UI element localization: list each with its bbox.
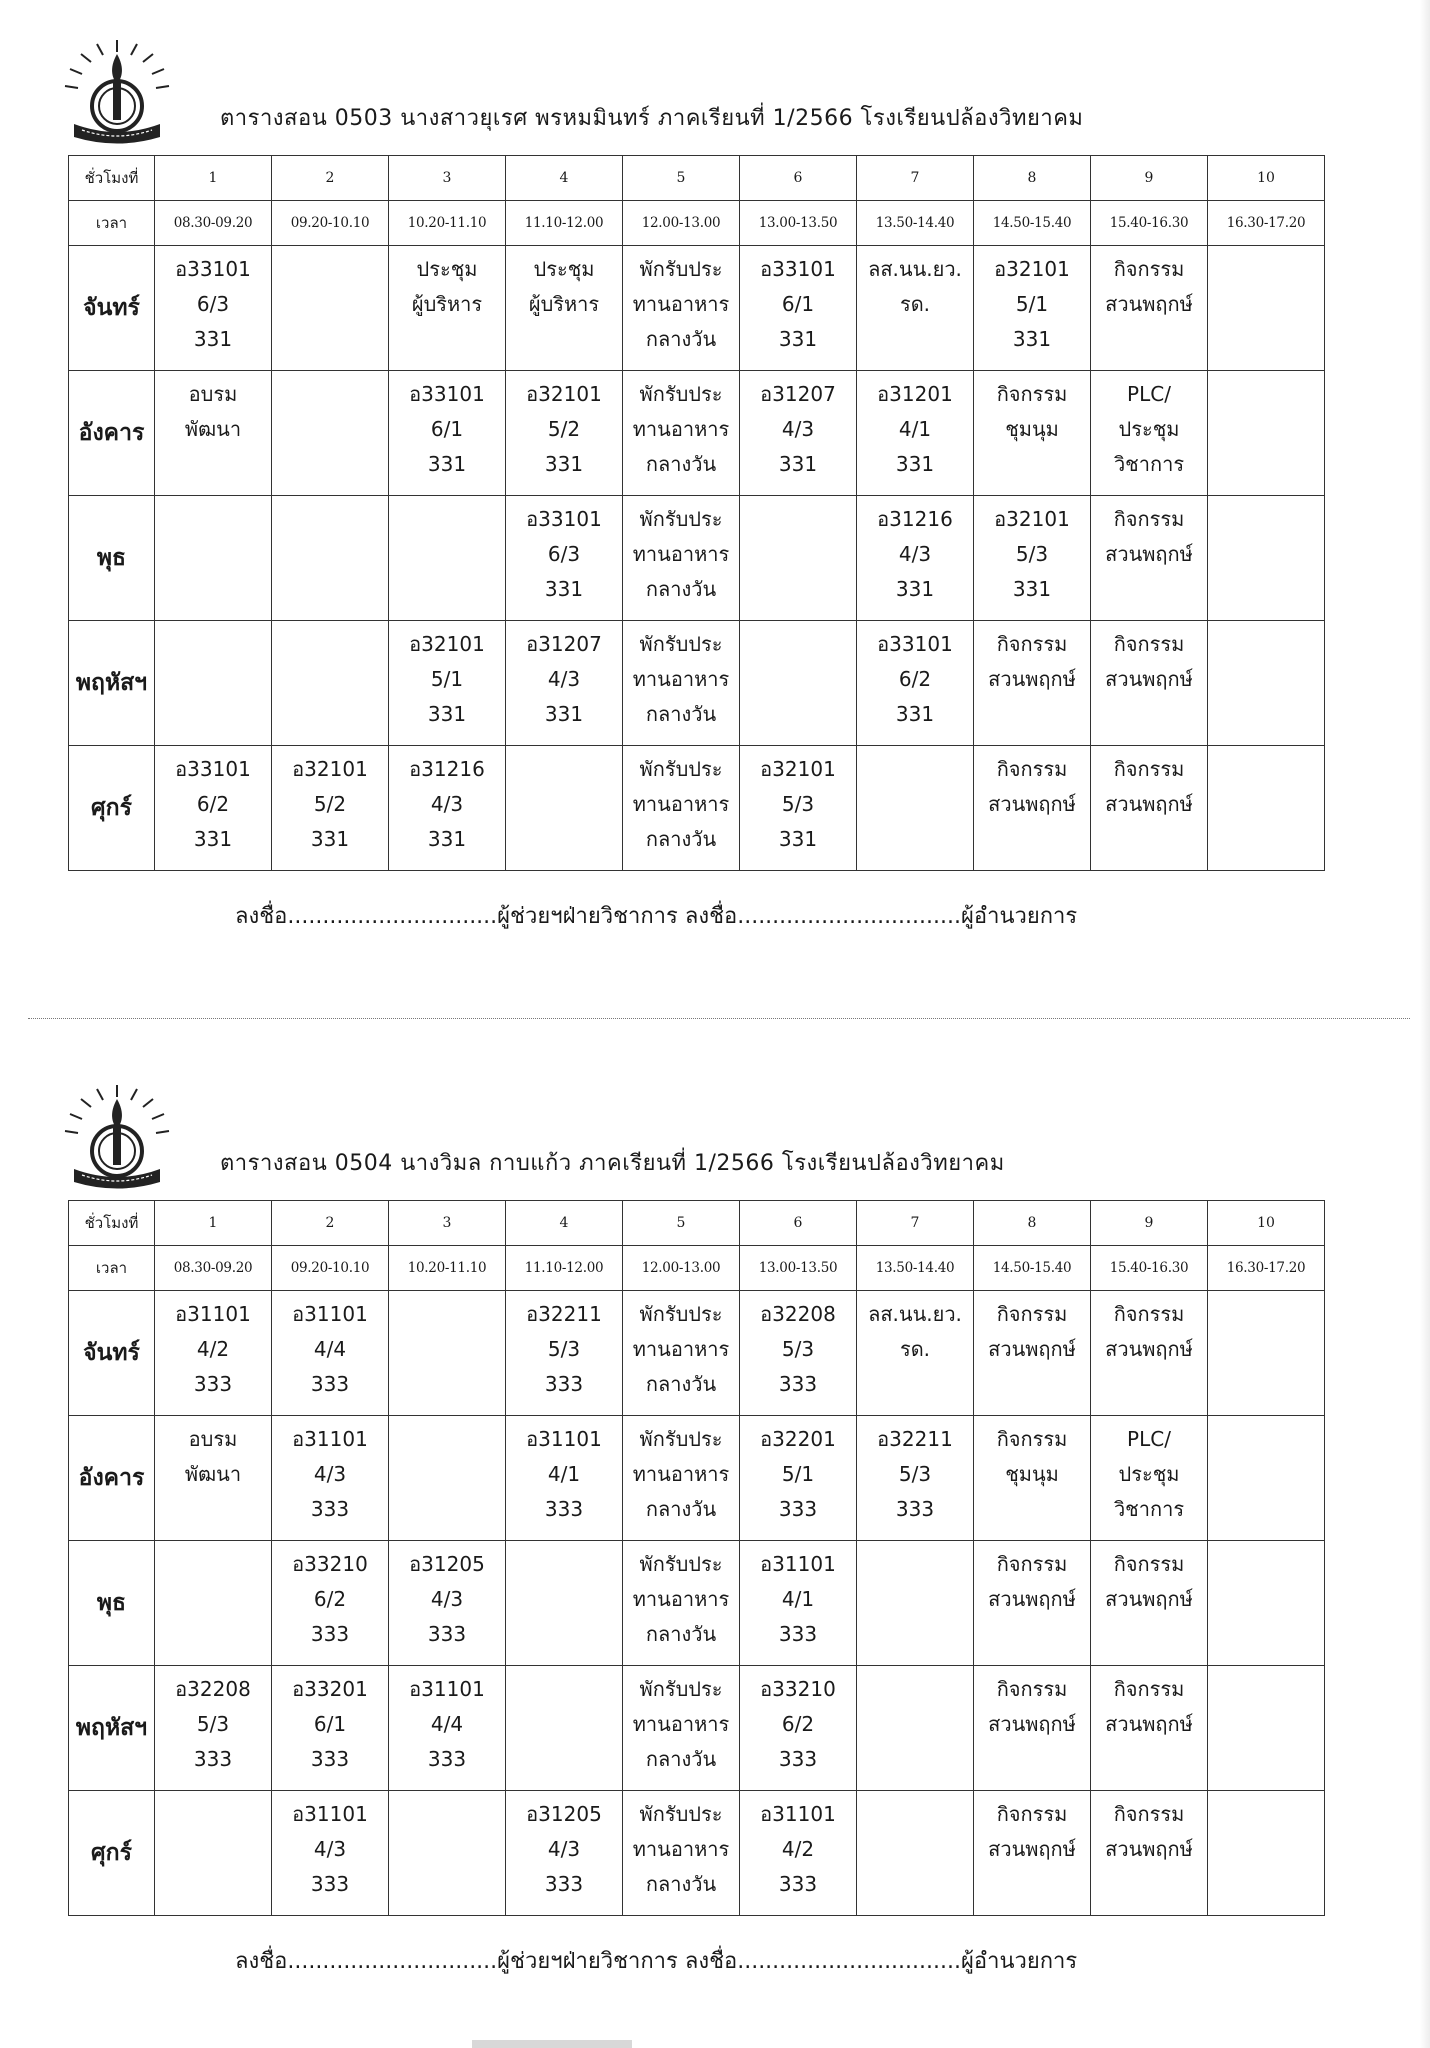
timetable	[68, 155, 1325, 871]
schedule-cell: ลส.นน.ยว. รด.	[857, 1291, 974, 1416]
time-slot: 14.50-15.40	[974, 1246, 1091, 1291]
period-number: 1	[155, 156, 272, 201]
time-slot: 14.50-15.40	[974, 201, 1091, 246]
schedule-cell: อ33101 6/3 331	[155, 246, 272, 371]
period-number: 10	[1208, 156, 1325, 201]
period-number: 4	[506, 156, 623, 201]
schedule-cell	[1208, 496, 1325, 621]
schedule-cell: อ31205 4/3 333	[506, 1791, 623, 1916]
schedule-cell: อ33210 6/2 333	[272, 1541, 389, 1666]
period-header: ชั่วโมงที่	[69, 1201, 155, 1246]
period-number: 5	[623, 1201, 740, 1246]
time-slot: 12.00-13.00	[623, 1246, 740, 1291]
day-label: พุธ	[69, 496, 155, 621]
schedule-cell: อ31101 4/2 333	[740, 1791, 857, 1916]
period-number: 6	[740, 156, 857, 201]
time-slot: 16.30-17.20	[1208, 1246, 1325, 1291]
schedule-cell: อ31201 4/1 331	[857, 371, 974, 496]
schedule-cell: อ33201 6/1 333	[272, 1666, 389, 1791]
schedule-cell	[1208, 621, 1325, 746]
day-label: พฤหัสฯ	[69, 621, 155, 746]
schedule-cell	[1208, 1541, 1325, 1666]
schedule-cell	[155, 621, 272, 746]
day-label: ศุกร์	[69, 746, 155, 871]
schedule-cell: พักรับประ ทานอาหาร กลางวัน	[623, 246, 740, 371]
day-row	[69, 1541, 1325, 1666]
time-slot: 08.30-09.20	[155, 201, 272, 246]
schedule-cell: อ32101 5/2 331	[506, 371, 623, 496]
schedule-cell: อ32211 5/3 333	[857, 1416, 974, 1541]
schedule-cell: อ31101 4/1 333	[506, 1416, 623, 1541]
schedule-cell	[155, 1791, 272, 1916]
schedule-cell: กิจกรรม สวนพฤกษ์	[1091, 496, 1208, 621]
schedule-cell: พักรับประ ทานอาหาร กลางวัน	[623, 746, 740, 871]
day-row	[69, 1416, 1325, 1541]
schedule-cell: อ33101 6/1 331	[389, 371, 506, 496]
period-number: 7	[857, 156, 974, 201]
schedule-cell: พักรับประ ทานอาหาร กลางวัน	[623, 1291, 740, 1416]
day-row	[69, 1791, 1325, 1916]
schedule-cell: พักรับประ ทานอาหาร กลางวัน	[623, 371, 740, 496]
schedule-cell	[740, 621, 857, 746]
schedule-cell: อ32101 5/2 331	[272, 746, 389, 871]
signature-line: ลงชื่อ..............................ผู้ช่วยฯฝ่ายวิชาการ ลงชื่อ................................ผู้อำนวยการ	[235, 1949, 1078, 1974]
day-row	[69, 496, 1325, 621]
schedule-cell: อ33210 6/2 333	[740, 1666, 857, 1791]
schedule-cell: กิจกรรม ชุมนุม	[974, 371, 1091, 496]
schedule-cell	[272, 371, 389, 496]
timetable	[68, 1200, 1325, 1916]
day-label: จันทร์	[69, 1291, 155, 1416]
schedule-cell: อบรม พัฒนา	[155, 1416, 272, 1541]
schedule-cell: ลส.นน.ยว. รด.	[857, 246, 974, 371]
schedule-cell: อ33101 6/2 331	[155, 746, 272, 871]
schedule-cell	[506, 1541, 623, 1666]
schedule-cell: ประชุม ผู้บริหาร	[506, 246, 623, 371]
period-row	[69, 156, 1325, 201]
time-header: เวลา	[69, 201, 155, 246]
schedule-cell: กิจกรรม สวนพฤกษ์	[1091, 246, 1208, 371]
schedule-cell	[857, 1666, 974, 1791]
time-slot: 13.50-14.40	[857, 1246, 974, 1291]
schedule-cell: อ32208 5/3 333	[155, 1666, 272, 1791]
time-header: เวลา	[69, 1246, 155, 1291]
schedule-cell: อ31205 4/3 333	[389, 1541, 506, 1666]
time-slot: 13.50-14.40	[857, 201, 974, 246]
period-number: 3	[389, 1201, 506, 1246]
schedule-cell: อ31216 4/3 331	[389, 746, 506, 871]
time-slot: 15.40-16.30	[1091, 1246, 1208, 1291]
time-row	[69, 1246, 1325, 1291]
period-number: 9	[1091, 156, 1208, 201]
period-number: 10	[1208, 1201, 1325, 1246]
time-slot: 11.10-12.00	[506, 201, 623, 246]
schedule-cell	[1208, 1291, 1325, 1416]
schedule-cell: อ32101 5/1 331	[389, 621, 506, 746]
schedule-cell	[155, 496, 272, 621]
schedule-cell: อ31101 4/1 333	[740, 1541, 857, 1666]
schedule-cell: อบรม พัฒนา	[155, 371, 272, 496]
schedule-cell	[1208, 746, 1325, 871]
schedule-cell	[857, 1791, 974, 1916]
period-number: 8	[974, 1201, 1091, 1246]
schedule-cell: อ31207 4/3 331	[740, 371, 857, 496]
schedule-cell	[857, 1541, 974, 1666]
schedule-cell: พักรับประ ทานอาหาร กลางวัน	[623, 621, 740, 746]
schedule-cell: กิจกรรม สวนพฤกษ์	[974, 1291, 1091, 1416]
schedule-cell	[155, 1541, 272, 1666]
schedule-cell	[506, 746, 623, 871]
schedule-cell: กิจกรรม สวนพฤกษ์	[1091, 1541, 1208, 1666]
schedule-cell: พักรับประ ทานอาหาร กลางวัน	[623, 1541, 740, 1666]
schedule-cell	[389, 1416, 506, 1541]
day-label: พฤหัสฯ	[69, 1666, 155, 1791]
day-label: พุธ	[69, 1541, 155, 1666]
schedule-cell: พักรับประ ทานอาหาร กลางวัน	[623, 1416, 740, 1541]
schedule-cell: กิจกรรม สวนพฤกษ์	[974, 1666, 1091, 1791]
period-number: 8	[974, 156, 1091, 201]
day-label: ศุกร์	[69, 1791, 155, 1916]
schedule-cell	[1208, 1666, 1325, 1791]
schedule-cell: พักรับประ ทานอาหาร กลางวัน	[623, 496, 740, 621]
schedule-cell: อ31216 4/3 331	[857, 496, 974, 621]
schedule-cell	[389, 496, 506, 621]
schedule-cell	[389, 1291, 506, 1416]
day-label: อังคาร	[69, 1416, 155, 1541]
page-edge-shadow	[1420, 0, 1430, 2048]
schedule-cell: อ32101 5/3 331	[974, 496, 1091, 621]
schedule-cell: อ33101 6/1 331	[740, 246, 857, 371]
schedule-cell: PLC/ ประชุม วิชาการ	[1091, 371, 1208, 496]
day-row	[69, 1666, 1325, 1791]
schedule-cell: อ32201 5/1 333	[740, 1416, 857, 1541]
schedule-cell: อ31101 4/4 333	[389, 1666, 506, 1791]
time-slot: 11.10-12.00	[506, 1246, 623, 1291]
time-slot: 16.30-17.20	[1208, 201, 1325, 246]
schedule-title: ตารางสอน 0504 นางวิมล กาบแก้ว ภาคเรียนที่ 1/2566 โรงเรียนปล้องวิทยาคม	[220, 1151, 1005, 1176]
time-slot: 10.20-11.10	[389, 1246, 506, 1291]
schedule-cell: กิจกรรม สวนพฤกษ์	[974, 1541, 1091, 1666]
period-number: 7	[857, 1201, 974, 1246]
school-emblem-icon	[62, 38, 172, 148]
schedule-cell: อ32211 5/3 333	[506, 1291, 623, 1416]
schedule-cell: กิจกรรม สวนพฤกษ์	[1091, 746, 1208, 871]
schedule-cell: กิจกรรม สวนพฤกษ์	[1091, 621, 1208, 746]
day-row	[69, 246, 1325, 371]
schedule-cell	[1208, 246, 1325, 371]
period-number: 3	[389, 156, 506, 201]
day-label: จันทร์	[69, 246, 155, 371]
period-number: 4	[506, 1201, 623, 1246]
schedule-cell: PLC/ ประชุม วิชาการ	[1091, 1416, 1208, 1541]
schedule-cell: กิจกรรม สวนพฤกษ์	[974, 1791, 1091, 1916]
schedule-cell: อ31101 4/3 333	[272, 1791, 389, 1916]
time-slot: 09.20-10.10	[272, 1246, 389, 1291]
schedule-cell: อ31207 4/3 331	[506, 621, 623, 746]
schedule-cell: กิจกรรม สวนพฤกษ์	[974, 746, 1091, 871]
day-row	[69, 1291, 1325, 1416]
time-slot: 13.00-13.50	[740, 1246, 857, 1291]
period-header: ชั่วโมงที่	[69, 156, 155, 201]
schedule-cell: อ32101 5/1 331	[974, 246, 1091, 371]
schedule-cell: กิจกรรม สวนพฤกษ์	[974, 621, 1091, 746]
time-slot: 08.30-09.20	[155, 1246, 272, 1291]
schedule-cell: กิจกรรม ชุมนุม	[974, 1416, 1091, 1541]
schedule-cell	[272, 496, 389, 621]
day-row	[69, 621, 1325, 746]
period-number: 1	[155, 1201, 272, 1246]
signature-line: ลงชื่อ..............................ผู้ช่วยฯฝ่ายวิชาการ ลงชื่อ................................ผู้อำนวยการ	[235, 904, 1078, 929]
period-number: 5	[623, 156, 740, 201]
schedule-cell: กิจกรรม สวนพฤกษ์	[1091, 1291, 1208, 1416]
schedule-cell: อ31101 4/2 333	[155, 1291, 272, 1416]
time-slot: 15.40-16.30	[1091, 201, 1208, 246]
schedule-cell	[1208, 371, 1325, 496]
scan-artifact	[472, 2040, 632, 2048]
period-number: 2	[272, 1201, 389, 1246]
schedule-cell: พักรับประ ทานอาหาร กลางวัน	[623, 1666, 740, 1791]
schedule-cell	[272, 621, 389, 746]
schedule-cell	[857, 746, 974, 871]
schedule-cell	[272, 246, 389, 371]
day-row	[69, 371, 1325, 496]
school-emblem-icon	[62, 1083, 172, 1193]
schedule-cell	[506, 1666, 623, 1791]
schedule-cell: ประชุม ผู้บริหาร	[389, 246, 506, 371]
time-slot: 10.20-11.10	[389, 201, 506, 246]
time-slot: 09.20-10.10	[272, 201, 389, 246]
period-row	[69, 1201, 1325, 1246]
schedule-cell	[1208, 1791, 1325, 1916]
schedule-cell	[740, 496, 857, 621]
period-number: 6	[740, 1201, 857, 1246]
schedule-cell: อ33101 6/3 331	[506, 496, 623, 621]
schedule-cell	[1208, 1416, 1325, 1541]
time-row	[69, 201, 1325, 246]
schedule-cell: พักรับประ ทานอาหาร กลางวัน	[623, 1791, 740, 1916]
time-slot: 12.00-13.00	[623, 201, 740, 246]
schedule-cell: อ32101 5/3 331	[740, 746, 857, 871]
day-row	[69, 746, 1325, 871]
schedule-cell: อ33101 6/2 331	[857, 621, 974, 746]
day-label: อังคาร	[69, 371, 155, 496]
schedule-title: ตารางสอน 0503 นางสาวยุเรศ พรหมมินทร์ ภาคเรียนที่ 1/2566 โรงเรียนปล้องวิทยาคม	[220, 106, 1084, 131]
cut-line-divider	[28, 1018, 1410, 1019]
period-number: 9	[1091, 1201, 1208, 1246]
schedule-cell: อ31101 4/4 333	[272, 1291, 389, 1416]
schedule-cell: อ32208 5/3 333	[740, 1291, 857, 1416]
schedule-cell: อ31101 4/3 333	[272, 1416, 389, 1541]
period-number: 2	[272, 156, 389, 201]
time-slot: 13.00-13.50	[740, 201, 857, 246]
schedule-cell	[389, 1791, 506, 1916]
schedule-cell: กิจกรรม สวนพฤกษ์	[1091, 1666, 1208, 1791]
schedule-cell: กิจกรรม สวนพฤกษ์	[1091, 1791, 1208, 1916]
